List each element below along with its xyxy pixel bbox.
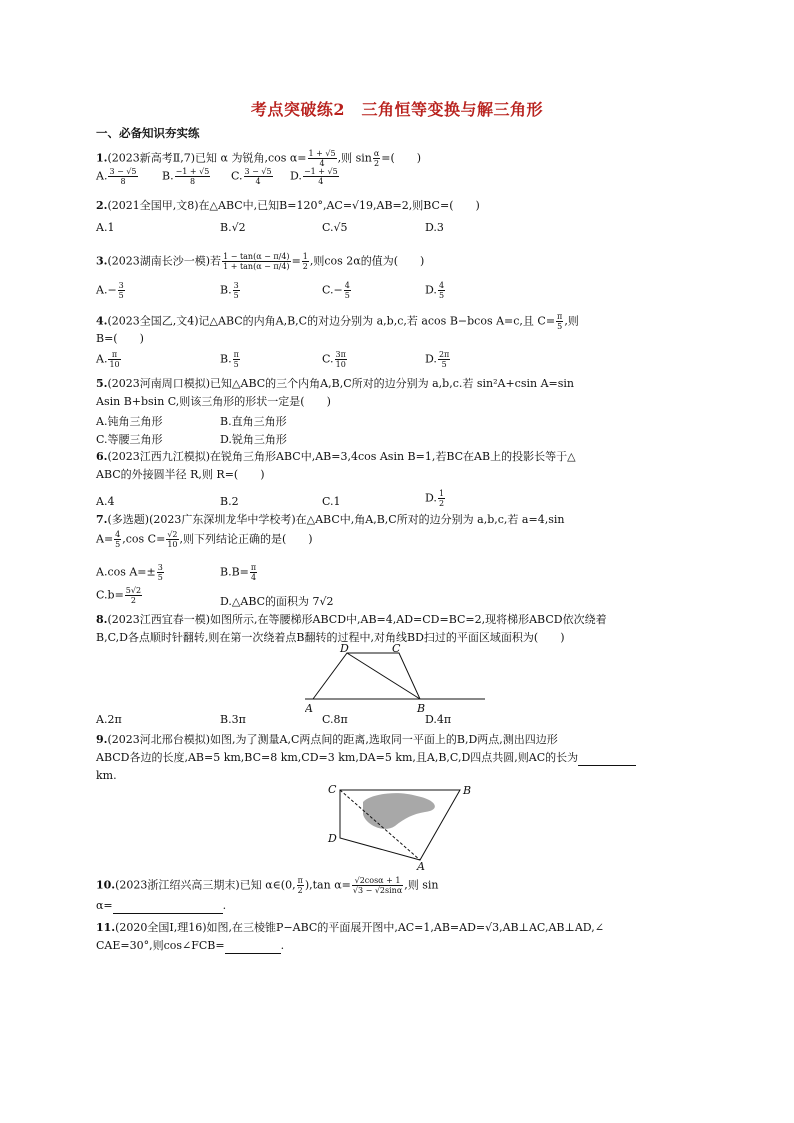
q8-option-d[interactable]: D.4π	[425, 713, 452, 726]
question-9: 9.(2023河北邢台模拟)如图,为了测量A,C两点间的距离,选取同一平面上的B,D两点,测出四边形	[96, 733, 558, 746]
question-6-line-2: ABC的外接圆半径 R,则 R=( )	[96, 468, 265, 481]
q7-option-a[interactable]: A.cos A=± $\frac{3}{5}$	[96, 563, 163, 582]
question-5-line-2: Asin B+bsin C,则该三角形的形状一定是( )	[96, 395, 331, 408]
q2-option-c[interactable]: C.√5	[322, 221, 348, 234]
q1-option-a[interactable]: A. $\frac{3 - √5}{8}$	[96, 167, 137, 186]
question-7: 7.(多选题)(2023广东深圳龙华中学校考)在△ABC中,角A,B,C所对的边分别为 a,b,c,若 a=4,sin	[96, 513, 565, 526]
q4-option-d[interactable]: D. $\frac{2\pi}{5}$	[425, 350, 450, 369]
label-b: B	[417, 702, 426, 715]
question-8-line-2: B,C,D各点顺时针翻转,则在第一次绕着点B翻转的过程中,对角线BD扫过的平面区域面积为( )	[96, 631, 565, 644]
label-a: A	[305, 702, 313, 715]
answer-blank[interactable]	[578, 751, 636, 766]
question-10-line-2: α= .	[96, 899, 227, 912]
question-8: 8.(2023江西宜春一模)如图所示,在等腰梯形ABCD中,AB=4,AD=CD=BC=2,现将梯形ABCD依次绕着	[96, 613, 607, 626]
question-10: 10.(2023浙江绍兴高三期末)已知 α∈(0, $\frac{\pi}{2}$ ),tan α= $\frac{√2\cos\alpha + 1}{√3 - √2\sin\alpha}$ ,则 sin	[96, 876, 439, 895]
q4-option-a[interactable]: A. $\frac{\pi}{10}$	[96, 350, 120, 369]
q4-option-c[interactable]: C. $\frac{3\pi}{10}$	[322, 350, 346, 369]
q5-option-d[interactable]: D.锐角三角形	[220, 433, 287, 446]
label-c: C	[392, 643, 401, 655]
q8-option-b[interactable]: B.3π	[220, 713, 246, 726]
q7-option-b[interactable]: B.B= $\frac{\pi}{4}$	[220, 563, 257, 582]
question-7-line-2: A= $\frac{4}{5}$ ,cos C= $\frac{√2}{10}$ ,则下列结论正确的是( )	[96, 530, 313, 549]
q2-option-d[interactable]: D.3	[425, 221, 444, 234]
q5-option-b[interactable]: B.直角三角形	[220, 415, 287, 428]
label-d: D	[328, 832, 337, 845]
q5-option-a[interactable]: A.钝角三角形	[96, 415, 163, 428]
q7-option-c[interactable]: C.b= $\frac{5√2}{2}$	[96, 586, 142, 605]
fraction: $\frac{\alpha}{2}$	[373, 149, 380, 168]
q6-option-a[interactable]: A.4	[96, 495, 115, 508]
q6-option-b[interactable]: B.2	[220, 495, 239, 508]
q7-option-d[interactable]: D.△ABC的面积为 7√2	[220, 595, 334, 608]
question-6: 6.(2023江西九江模拟)在锐角三角形ABC中,AB=3,4cos Asin B=1,若BC在AB上的投影长等于△	[96, 450, 576, 463]
question-9-line-2: ABCD各边的长度,AB=5 km,BC=8 km,CD=3 km,DA=5 km,且A,B,C,D四点共圆,则AC的长为	[96, 751, 636, 766]
question-4-line-2: B=( )	[96, 332, 144, 345]
answer-blank[interactable]	[113, 899, 223, 914]
question-4: 4.(2023全国乙,文4)记△ABC的内角A,B,C的对边分别为 a,b,c,若 acos B−bcos A=c,且 C= $\frac{\pi}{5}$ ,则	[96, 312, 579, 331]
question-3: 3.(2023湖南长沙一模)若 $\frac{1 - \tan(\alpha - \pi/4)}{1 + \tan(\alpha - \pi/4)}$ = $\frac{1}{2}$ ,则cos 2α的值为( )	[96, 252, 425, 271]
fraction: $\frac{1 + √5}{4}$	[308, 149, 336, 168]
question-2: 2.(2021全国甲,文8)在△ABC中,已知B=120°,AC=√19,AB=2,则BC=( )	[96, 199, 480, 212]
label-a: A	[417, 860, 425, 870]
q5-option-c[interactable]: C.等腰三角形	[96, 433, 163, 446]
label-d: D	[340, 643, 349, 655]
question-9-line-3: km.	[96, 769, 117, 782]
q3-option-a[interactable]: A.− $\frac{3}{5}$	[96, 281, 124, 300]
trapezoid-abcd	[313, 653, 420, 699]
section-heading: 一、必备知识夯实练	[96, 126, 200, 140]
question-5: 5.(2023河南周口模拟)已知△ABC的三个内角A,B,C所对的边分别为 a,b,c.若 sin²A+csin A=sin	[96, 377, 574, 390]
q3-option-d[interactable]: D. $\frac{4}{5}$	[425, 281, 445, 300]
label-b: B	[463, 784, 472, 797]
quadrilateral-figure	[325, 780, 485, 870]
q3-option-c[interactable]: C.− $\frac{4}{5}$	[322, 281, 350, 300]
question-11: 11.(2020全国Ⅰ,理16)如图,在三棱锥P−ABC的平面展开图中,AC=1,AB=AD=√3,AB⊥AC,AB⊥AD,∠	[96, 921, 604, 934]
lake-region	[363, 793, 435, 829]
label-c: C	[328, 783, 337, 796]
answer-blank[interactable]	[225, 939, 281, 954]
q1-option-b[interactable]: B. $\frac{-1 + √5}{8}$	[162, 167, 210, 186]
trapezoid-figure	[305, 643, 490, 715]
q1-option-c[interactable]: C. $\frac{3 - √5}{4}$	[231, 167, 272, 186]
question-1: 1.(2023新高考Ⅱ,7)已知 α 为锐角,cos α= $\frac{1 + √5}{4}$ ,则 sin $\frac{\alpha}{2}$ =( )	[96, 149, 422, 168]
q8-option-a[interactable]: A.2π	[96, 713, 122, 726]
page-title: 考点突破练2 三角恒等变换与解三角形	[250, 100, 544, 119]
q6-option-c[interactable]: C.1	[322, 495, 341, 508]
q3-option-b[interactable]: B. $\frac{3}{5}$	[220, 281, 239, 300]
q2-option-b[interactable]: B.√2	[220, 221, 246, 234]
q8-option-c[interactable]: C.8π	[322, 713, 348, 726]
fraction: $\frac{1 - \tan(\alpha - \pi/4)}{1 + \tan(\alpha - \pi/4)}$	[223, 252, 290, 271]
q2-option-a[interactable]: A.1	[96, 221, 115, 234]
q1-option-d[interactable]: D. $\frac{-1 + √5}{4}$	[290, 167, 338, 186]
question-11-line-2: CAE=30°,则cos∠FCB= .	[96, 939, 285, 952]
q4-option-b[interactable]: B. $\frac{\pi}{5}$	[220, 350, 239, 369]
q6-option-d[interactable]: D. $\frac{1}{2}$	[425, 489, 445, 508]
